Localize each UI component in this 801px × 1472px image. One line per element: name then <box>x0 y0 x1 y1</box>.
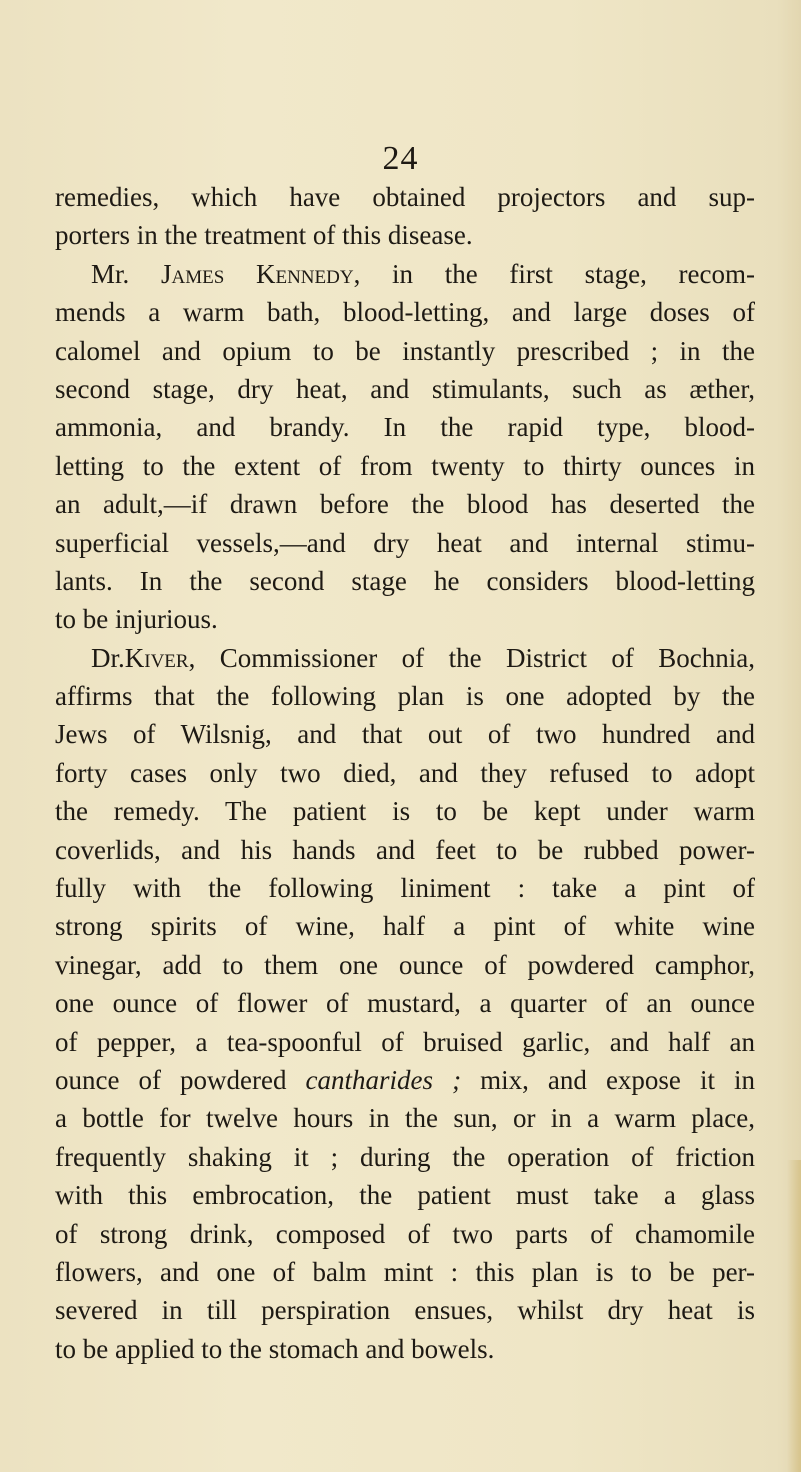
text-line: affirms that the following plan is one adopted by the <box>55 681 755 712</box>
italic-term: cantharides ; <box>305 1064 462 1095</box>
text-line: calomel and opium to be instantly prescribed ; in the <box>55 335 755 366</box>
text-line: second stage, dry heat, and stimulants, such as æther, <box>55 373 755 404</box>
text-line: to be injurious. <box>55 604 218 635</box>
page-number: 24 <box>382 140 419 177</box>
line-segment: Dr. <box>91 642 125 673</box>
text-line: superficial vessels,—and dry heat and internal stimu- <box>55 527 755 558</box>
author-name: Kiver <box>124 642 189 673</box>
text-line: fully with the following liniment : take a pint of <box>55 873 755 904</box>
text-line: to be applied to the stomach and bowels. <box>55 1333 495 1364</box>
text-line: vinegar, add to them one ounce of powdered camphor, <box>55 949 755 980</box>
body-text <box>55 178 755 1368</box>
text-line: forty cases only two died, and they refused to adopt <box>55 757 755 788</box>
text-line: letting to the extent of from twenty to thirty ounces in <box>55 450 755 481</box>
text-line: coverlids, and his hands and feet to be rubbed power- <box>55 834 755 865</box>
text-line: a bottle for twelve hours in the sun, or in a warm place, <box>55 1103 755 1134</box>
text-line: an adult,—if drawn before the blood has deserted the <box>55 489 755 520</box>
text-line <box>55 255 755 293</box>
text-line <box>55 639 755 677</box>
line-segment: , Commissioner of the District of Bochnia, <box>188 642 755 673</box>
line-segment: Mr. <box>91 258 161 289</box>
text-line: flowers, and one of balm mint : this plan is to be per- <box>55 1256 755 1287</box>
text-line <box>55 1061 755 1099</box>
text-line: Jews of Wilsnig, and that out of two hundred and <box>55 719 755 750</box>
text-line: mends a warm bath, blood-letting, and large doses of <box>55 297 755 328</box>
text-line: porters in the treatment of this disease. <box>55 220 473 251</box>
text-line: with this embrocation, the patient must take a glass <box>55 1180 755 1211</box>
page-edge-stain <box>787 1160 801 1472</box>
text-line: of pepper, a tea-spoonful of bruised garlic, and half an <box>55 1026 755 1057</box>
author-name: James Kennedy <box>160 258 354 289</box>
text-line: severed in till perspiration ensues, whilst dry heat is <box>55 1295 755 1326</box>
text-line: ammonia, and brandy. In the rapid type, blood- <box>55 412 755 443</box>
text-line: one ounce of flower of mustard, a quarter of an ounce <box>55 988 755 1019</box>
text-line: of strong drink, composed of two parts of chamomile <box>55 1218 755 1249</box>
text-line: remedies, which have obtained projectors and sup- <box>55 182 755 212</box>
text-line: frequently shaking it ; during the operation of friction <box>55 1141 755 1172</box>
line-segment: ounce of powdered <box>55 1064 306 1095</box>
line-segment: mix, and expose it in <box>461 1064 756 1095</box>
text-line: lants. In the second stage he considers blood-letting <box>55 565 755 596</box>
text-line: the remedy. The patient is to be kept under warm <box>55 796 755 827</box>
text-line: strong spirits of wine, half a pint of white wine <box>55 911 755 942</box>
line-segment: , in the first stage, recom- <box>353 258 755 289</box>
